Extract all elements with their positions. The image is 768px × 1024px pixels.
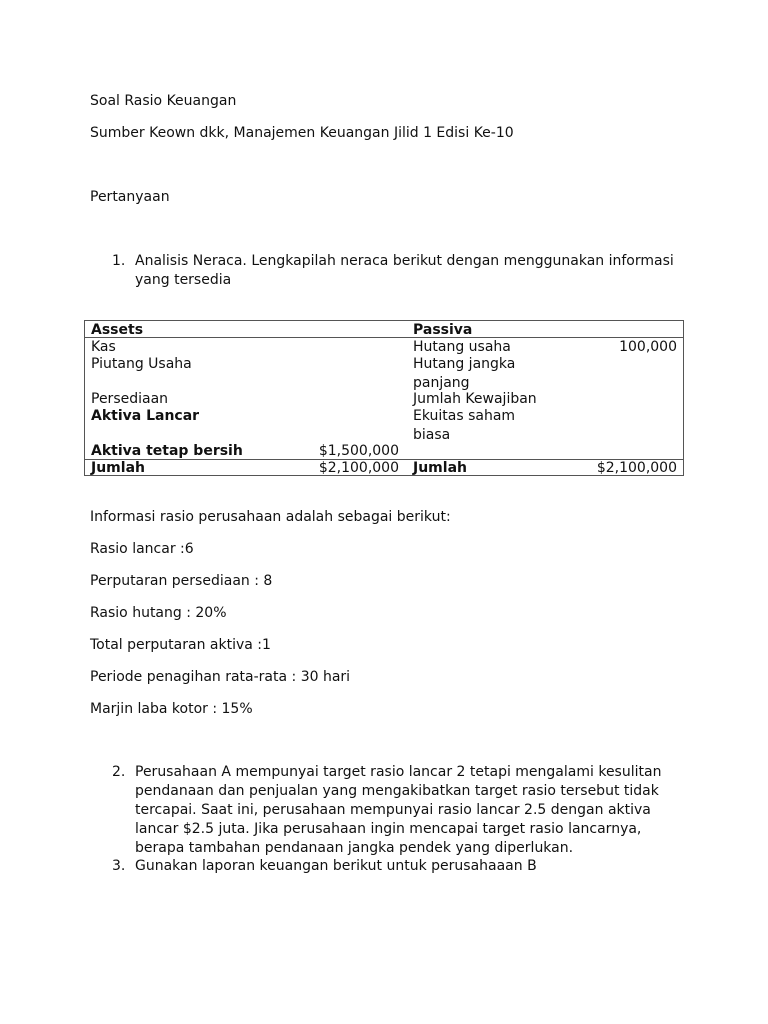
question-number: 2. <box>112 764 126 780</box>
aktiva-lancar-label: Aktiva Lancar <box>91 408 200 424</box>
balance-sheet-table <box>84 320 684 476</box>
hutang-usaha-value: 100,000 <box>619 339 677 355</box>
question-1 <box>112 252 682 292</box>
hutang-jangka-label: Hutang jangka <box>413 356 516 372</box>
aktiva-tetap-label: Aktiva tetap bersih <box>91 443 243 459</box>
info-item: Rasio lancar :6 <box>90 541 194 557</box>
info-item: Rasio hutang : 20% <box>90 605 227 621</box>
question-number: 3. <box>112 858 126 874</box>
question-text: Gunakan laporan keuangan berikut untuk perusahaaan B <box>135 858 537 874</box>
assets-jumlah-label: Jumlah <box>91 460 145 476</box>
ekuitas-label: Ekuitas saham <box>413 408 516 424</box>
piutang-label: Piutang Usaha <box>91 356 192 372</box>
hutang-jangka-label-cont: panjang <box>413 375 470 391</box>
section-heading: Pertanyaan <box>90 189 170 205</box>
document-source: Sumber Keown dkk, Manajemen Keuangan Jilid 1 Edisi Ke-10 <box>90 125 514 141</box>
assets-jumlah-value: $2,100,000 <box>318 460 399 476</box>
info-item: Total perputaran aktiva :1 <box>90 637 271 653</box>
question-text: Perusahaan A mempunyai target rasio lancar 2 tetapi mengalami kesulitan pendanaan dan penjualan yang mengakibatkan target rasio tersebut tidak tercapai. Saat ini, perusahaan mempunyai rasio lancar 2.5 dengan aktiva lancar $2.5 juta. Jika perusahaan ingin mencapai target rasio lancarnya, berapa tambahan pendanaan jangka pendek yang diperlukan. <box>135 764 662 856</box>
ekuitas-label-cont: biasa <box>413 427 451 443</box>
question-3 <box>112 857 682 877</box>
document-title: Soal Rasio Keuangan <box>90 93 237 109</box>
question-text: Analisis Neraca. Lengkapilah neraca berikut dengan menggunakan informasi yang tersedia <box>135 253 674 288</box>
hutang-usaha-label: Hutang usaha <box>413 339 511 355</box>
passiva-header: Passiva <box>413 322 473 338</box>
info-intro: Informasi rasio perusahaan adalah sebagai berikut: <box>90 509 451 525</box>
question-2 <box>112 763 682 859</box>
kas-label: Kas <box>91 339 116 355</box>
persediaan-label: Persediaan <box>91 391 169 407</box>
jumlah-kewajiban-label: Jumlah Kewajiban <box>413 391 537 407</box>
question-number: 1. <box>112 253 126 269</box>
passiva-jumlah-value: $2,100,000 <box>596 460 677 476</box>
info-item: Marjin laba kotor : 15% <box>90 701 253 717</box>
passiva-jumlah-label: Jumlah <box>413 460 467 476</box>
assets-header: Assets <box>91 322 144 338</box>
info-item: Periode penagihan rata-rata : 30 hari <box>90 669 351 685</box>
aktiva-tetap-value: $1,500,000 <box>318 443 399 459</box>
info-item: Perputaran persediaan : 8 <box>90 573 273 589</box>
